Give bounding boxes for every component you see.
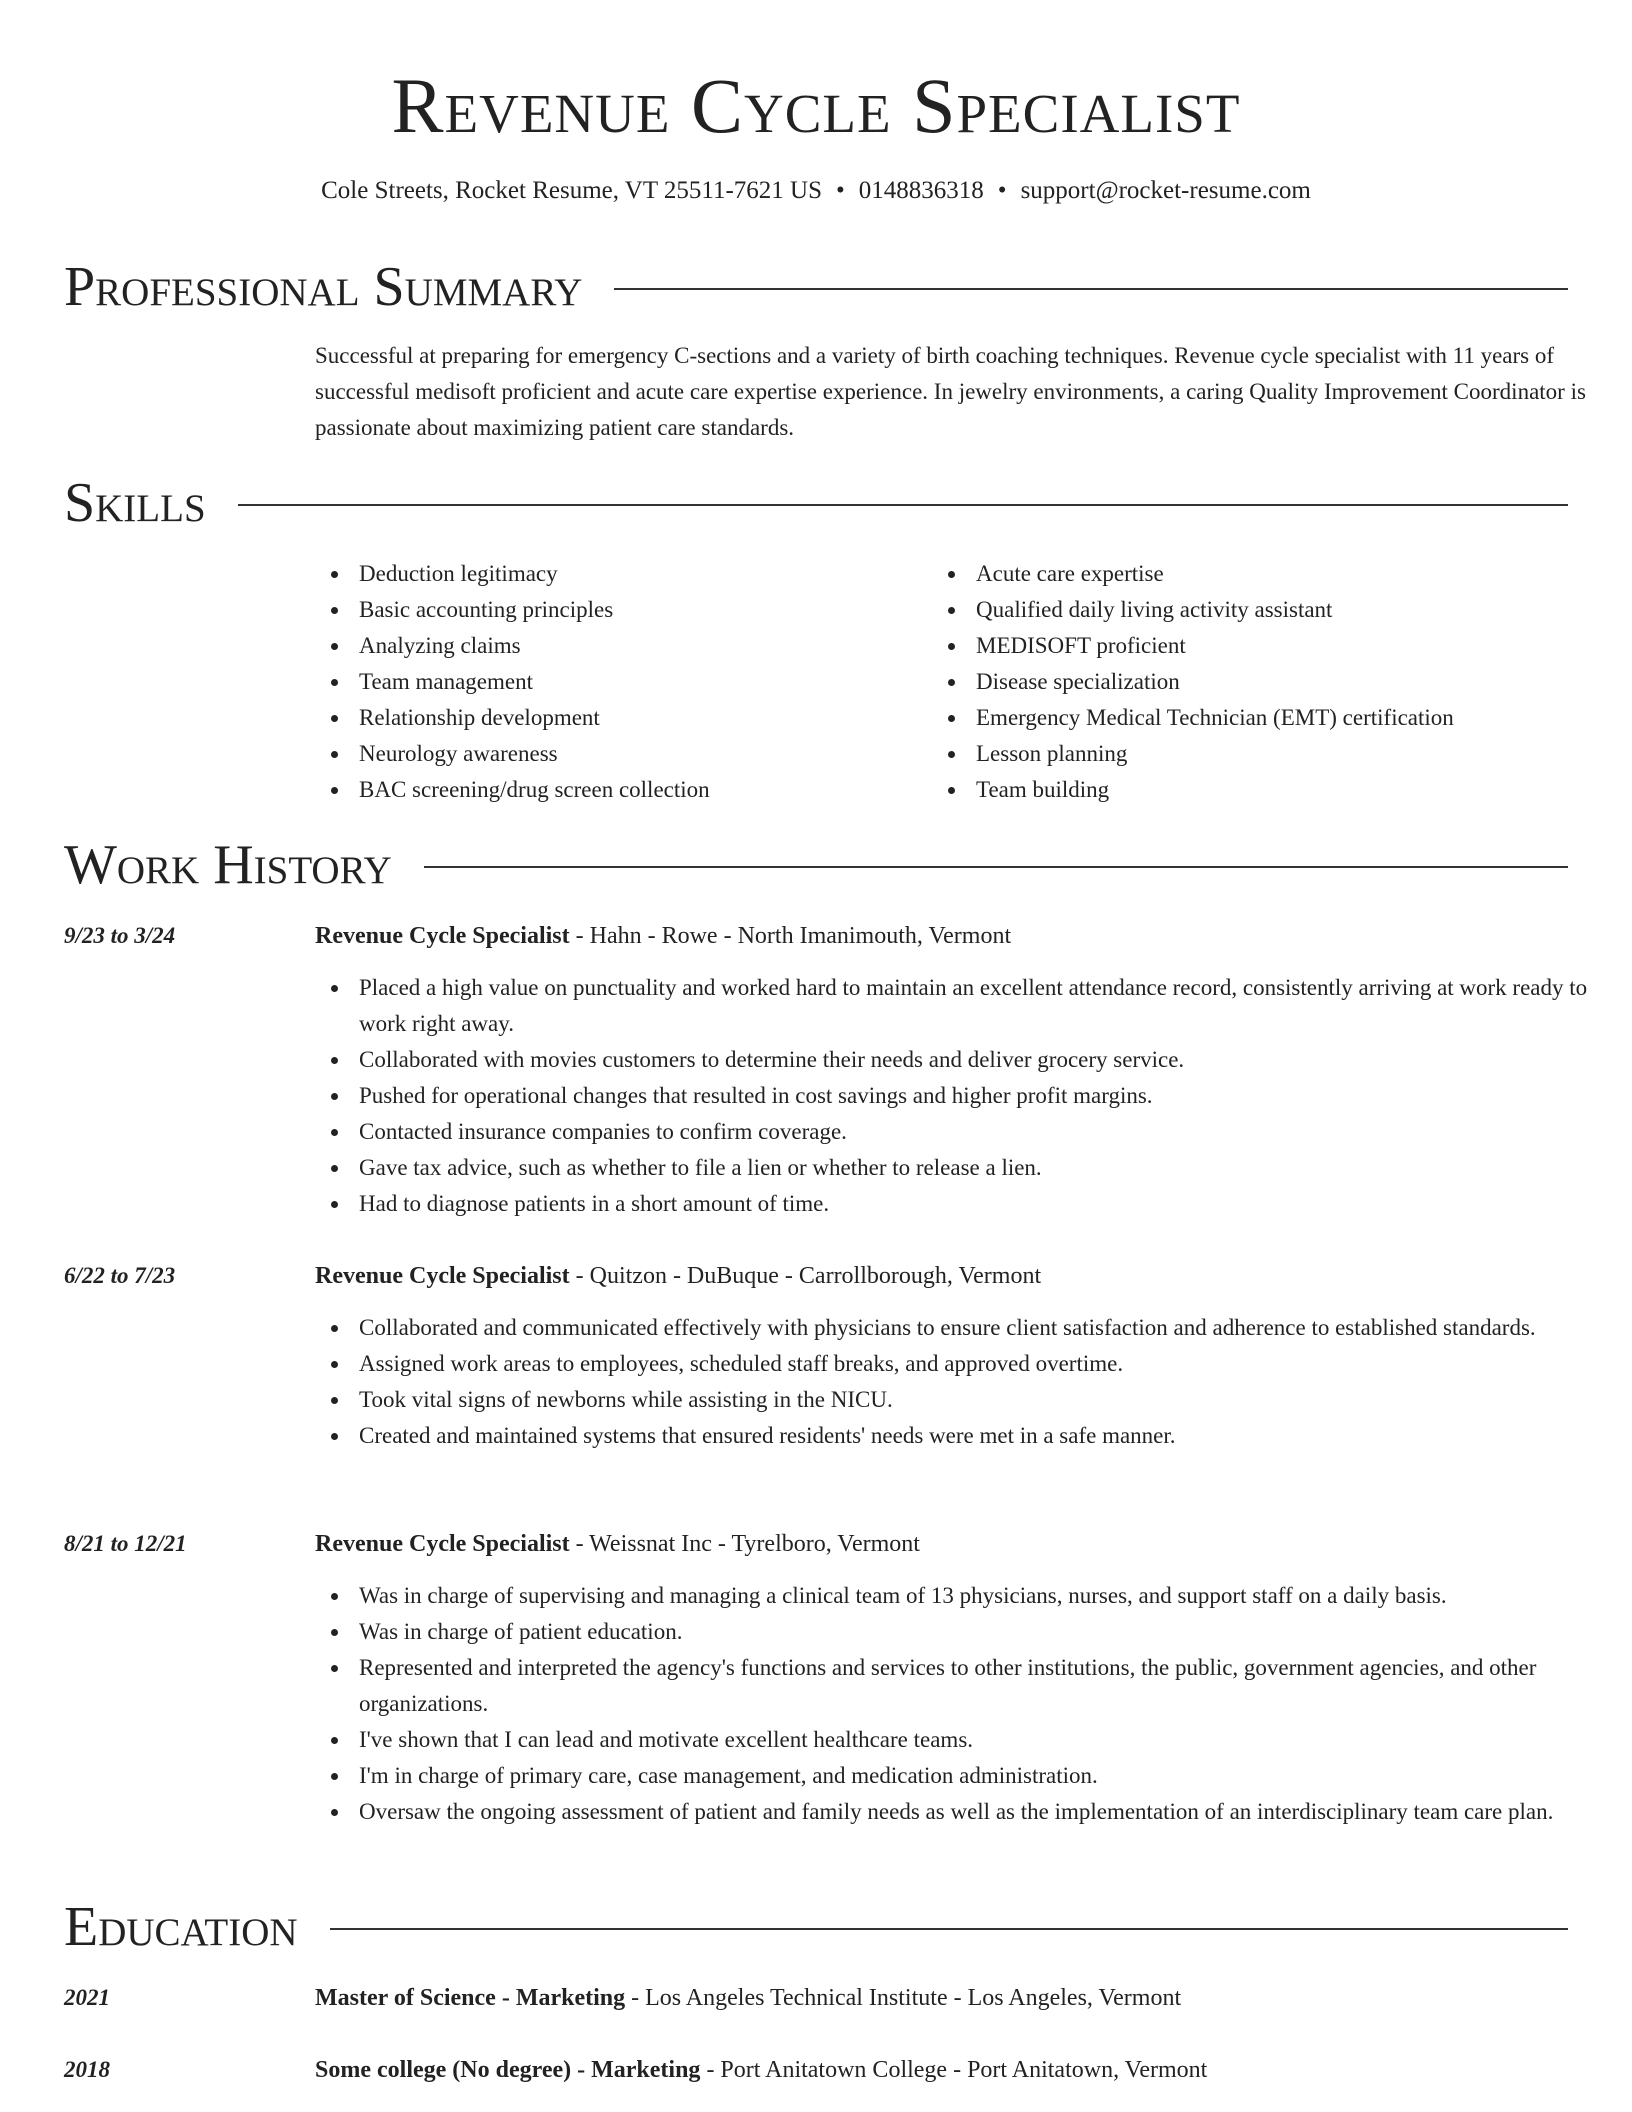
- job-bullet: Took vital signs of newborns while assisting in the NICU.: [315, 1382, 1615, 1418]
- job-employer: - Hahn - Rowe - North Imanimouth, Vermont: [569, 923, 1012, 949]
- skill-item: Disease specialization: [932, 664, 1592, 700]
- skill-item: Team building: [932, 772, 1592, 808]
- job-bullet: I've shown that I can lead and motivate excellent healthcare teams.: [315, 1722, 1615, 1758]
- section-title: Professional Summary: [64, 256, 583, 318]
- job-title-line: [315, 1526, 920, 1562]
- job-role: Revenue Cycle Specialist: [315, 1263, 570, 1289]
- job-employer: - Quitzon - DuBuque - Carrollborough, Vermont: [569, 1263, 1042, 1289]
- education-line: [315, 1980, 1181, 2016]
- job-bullets: [315, 1310, 1615, 1454]
- skill-item: Acute care expertise: [932, 556, 1592, 592]
- skill-item: Analyzing claims: [315, 628, 915, 664]
- job-role: Revenue Cycle Specialist: [315, 1531, 570, 1557]
- skill-item: Relationship development: [315, 700, 915, 736]
- skill-item: Neurology awareness: [315, 736, 915, 772]
- skills-list-left: [315, 556, 915, 808]
- section-header-skills: [64, 468, 1568, 538]
- section-header-summary: [64, 252, 1568, 322]
- separator: •: [836, 177, 845, 204]
- education-year: 2018: [64, 2057, 110, 2082]
- education-year: 2021: [64, 1985, 110, 2010]
- separator: •: [997, 177, 1007, 204]
- job-bullet: Was in charge of patient education.: [315, 1614, 1615, 1650]
- skill-item: Emergency Medical Technician (EMT) certification: [932, 700, 1592, 736]
- job-bullet: Assigned work areas to employees, scheduled staff breaks, and approved overtime.: [315, 1346, 1615, 1382]
- section-divider: [330, 1928, 1568, 1930]
- section-divider: [238, 504, 1568, 506]
- education-school: - Los Angeles Technical Institute - Los Angeles, Vermont: [625, 1985, 1182, 2011]
- education-school: - Port Anitatown College - Port Anitatown, Vermont: [700, 2057, 1208, 2083]
- section-divider: [614, 288, 1568, 290]
- email: support@rocket-resume.com: [1020, 177, 1311, 204]
- skill-item: Qualified daily living activity assistant: [932, 592, 1592, 628]
- job-bullet: Created and maintained systems that ensured residents' needs were met in a safe manner.: [315, 1418, 1615, 1454]
- section-divider: [424, 866, 1568, 868]
- section-header-education: [64, 1892, 1568, 1962]
- education-line: [315, 2052, 1207, 2088]
- job-dates: 9/23 to 3/24: [64, 923, 176, 948]
- skill-item: MEDISOFT proficient: [932, 628, 1592, 664]
- skill-item: Deduction legitimacy: [315, 556, 915, 592]
- job-title-line: [315, 1258, 1041, 1294]
- job-bullet: Pushed for operational changes that resulted in cost savings and higher profit margins.: [315, 1078, 1615, 1114]
- skill-item: BAC screening/drug screen collection: [315, 772, 915, 808]
- job-bullets: [315, 1578, 1615, 1830]
- job-bullet: Had to diagnose patients in a short amount of time.: [315, 1186, 1615, 1222]
- phone: 0148836318: [858, 177, 984, 204]
- skills-list-right: [932, 556, 1592, 808]
- education-degree: Some college (No degree) - Marketing: [315, 2057, 701, 2083]
- section-header-work: [64, 830, 1568, 900]
- job-dates: 6/22 to 7/23: [64, 1263, 176, 1288]
- job-bullet: Collaborated and communicated effectively with physicians to ensure client satisfaction and adherence to established standards.: [315, 1310, 1615, 1346]
- job-dates: 8/21 to 12/21: [64, 1531, 187, 1556]
- section-title: Work History: [64, 834, 392, 896]
- skill-item: Lesson planning: [932, 736, 1592, 772]
- section-title: Education: [64, 1896, 298, 1958]
- skill-item: Basic accounting principles: [315, 592, 915, 628]
- job-bullet: I'm in charge of primary care, case management, and medication administration.: [315, 1758, 1615, 1794]
- job-bullet: Oversaw the ongoing assessment of patient and family needs as well as the implementation of an interdisciplinary team care plan.: [315, 1794, 1615, 1830]
- job-bullet: Placed a high value on punctuality and worked hard to maintain an excellent attendance record, consistently arriving at work ready to work right away.: [315, 970, 1615, 1042]
- job-role: Revenue Cycle Specialist: [315, 923, 570, 949]
- job-title-line: [315, 918, 1011, 954]
- candidate-name: Revenue Cycle Specialist: [391, 62, 1241, 149]
- contact-line: [64, 173, 1568, 209]
- job-bullet: Gave tax advice, such as whether to file a lien or whether to release a lien.: [315, 1150, 1615, 1186]
- job-bullet: Contacted insurance companies to confirm coverage.: [315, 1114, 1615, 1150]
- education-degree: Master of Science - Marketing: [315, 1985, 626, 2011]
- job-bullet: Represented and interpreted the agency's functions and services to other institutions, the public, government agencies, and other organizations.: [315, 1650, 1615, 1722]
- address: Cole Streets, Rocket Resume, VT 25511-7621 US: [321, 177, 823, 204]
- section-title: Skills: [64, 472, 206, 534]
- summary-text: Successful at preparing for emergency C-sections and a variety of birth coaching techniques. Revenue cycle specialist with 11 years of successful medisoft proficient and acute care expertise experience. In jewelry environments, a caring Quality Improvement Coordinator is passionate about maximizing patient care standards.: [315, 343, 1586, 440]
- job-bullets: [315, 970, 1615, 1222]
- job-bullet: Was in charge of supervising and managing a clinical team of 13 physicians, nurses, and support staff on a daily basis.: [315, 1578, 1615, 1614]
- job-bullet: Collaborated with movies customers to determine their needs and deliver grocery service.: [315, 1042, 1615, 1078]
- skill-item: Team management: [315, 664, 915, 700]
- job-employer: - Weissnat Inc - Tyrelboro, Vermont: [569, 1531, 920, 1557]
